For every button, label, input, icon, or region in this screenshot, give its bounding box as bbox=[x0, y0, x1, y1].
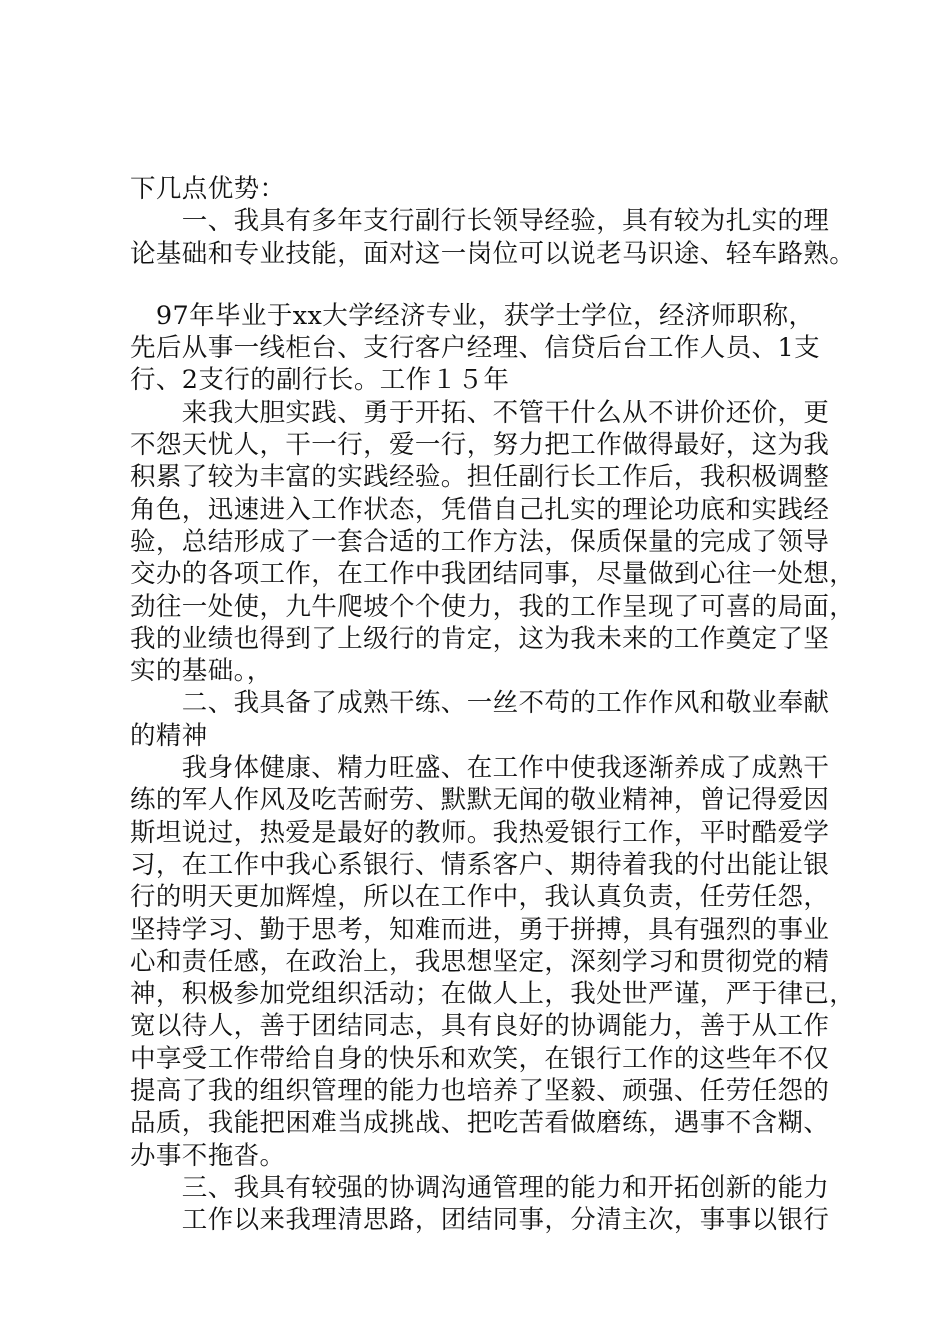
text-line: 不怨天忧人，干一行，爱一行，努力把工作做得最好，这为我 bbox=[130, 430, 830, 461]
text-line: 宽以待人，善于团结同志，具有良好的协调能力，善于从工作 bbox=[130, 1011, 830, 1042]
text-line: 一、我具有多年支行副行长领导经验，具有较为扎实的理 bbox=[130, 206, 830, 237]
text-line: 习，在工作中我心系银行、情系客户、期待着我的付出能让银 bbox=[130, 849, 830, 880]
text-line: 办事不拖沓。 bbox=[130, 1140, 286, 1171]
text-line: 交办的各项工作，在工作中我团结同事，尽量做到心往一处想， bbox=[130, 559, 856, 590]
text-line: 我的业绩也得到了上级行的肯定，这为我未来的工作奠定了坚 bbox=[130, 623, 830, 654]
text-line: 劲往一处使，九牛爬坡个个使力，我的工作呈现了可喜的局面， bbox=[130, 591, 856, 622]
text-line: 斯坦说过，热爱是最好的教师。我热爱银行工作，平时酷爱学 bbox=[130, 817, 830, 848]
text-line: 行的明天更加辉煌，所以在工作中，我认真负责，任劳任怨， bbox=[130, 882, 830, 913]
text-line: 角色，迅速进入工作状态，凭借自己扎实的理论功底和实践经 bbox=[130, 494, 830, 525]
text-line: 来我大胆实践、勇于开拓、不管干什么从不讲价还价，更 bbox=[130, 397, 830, 428]
text-line: 行、2支行的副行长。工作１５年 bbox=[130, 365, 510, 396]
text-line: 坚持学习、勤于思考，知难而进，勇于拼搏，具有强烈的事业 bbox=[130, 914, 830, 945]
text-line: 实的基础。， bbox=[130, 656, 273, 687]
document-body bbox=[130, 173, 856, 1237]
text-line: 工作以来我理清思路，团结同事，分清主次，事事以银行 bbox=[130, 1205, 830, 1236]
text-line: 二、我具备了成熟干练、一丝不苟的工作作风和敬业奉献 bbox=[130, 688, 830, 719]
text-line: 下几点优势： bbox=[130, 174, 286, 204]
text-line: 神，积极参加党组织活动；在做人上，我处世严谨，严于律已， bbox=[130, 979, 856, 1010]
text-line: 心和责任感，在政治上，我思想坚定，深刻学习和贯彻党的精 bbox=[130, 946, 830, 977]
text-line: 三、我具有较强的协调沟通管理的能力和开拓创新的能力 bbox=[130, 1172, 830, 1203]
text-line: 97年毕业于xx大学经济专业，获学士学位，经济师职称， bbox=[130, 300, 815, 331]
text-line: 的精神 bbox=[130, 720, 208, 751]
text-line: 中享受工作带给自身的快乐和欢笑，在银行工作的这些年不仅 bbox=[130, 1043, 830, 1074]
text-line: 品质，我能把困难当成挑战、把吃苦看做磨练，遇事不含糊、 bbox=[130, 1108, 830, 1139]
text-line: 我身体健康、精力旺盛、在工作中使我逐渐养成了成熟干 bbox=[130, 753, 830, 784]
text-line: 积累了较为丰富的实践经验。担任副行长工作后，我积极调整 bbox=[130, 462, 830, 493]
paragraph-gap bbox=[130, 270, 830, 300]
text-line: 先后从事一线柜台、支行客户经理、信贷后台工作人员、1支 bbox=[130, 333, 821, 364]
text-line: 论基础和专业技能，面对这一岗位可以说老马识途、轻车路熟。 bbox=[130, 238, 856, 269]
text-line: 验，总结形成了一套合适的工作方法，保质保量的完成了领导 bbox=[130, 526, 830, 557]
text-line: 练的军人作风及吃苦耐劳、默默无闻的敬业精神，曾记得爱因 bbox=[130, 785, 830, 816]
text-line: 提高了我的组织管理的能力也培养了坚毅、顽强、任劳任怨的 bbox=[130, 1076, 830, 1107]
